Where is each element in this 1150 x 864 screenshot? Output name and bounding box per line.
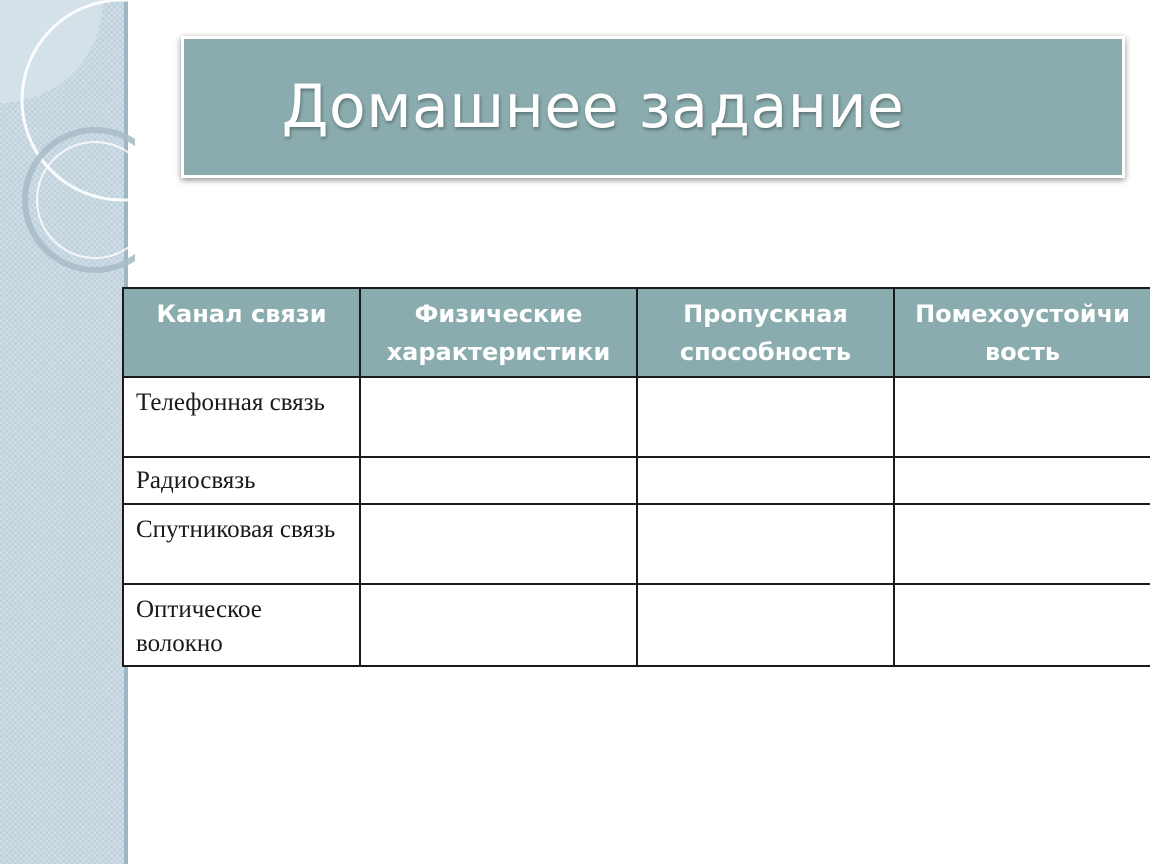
table-cell xyxy=(894,504,1150,584)
table-row xyxy=(123,584,1150,666)
page-title: Домашнее задание xyxy=(281,72,905,142)
row-label-cell: Радиосвязь xyxy=(123,457,360,504)
homework-table xyxy=(122,287,1150,667)
table-cell xyxy=(637,457,894,504)
table-cell xyxy=(637,584,894,666)
table-cell xyxy=(894,584,1150,666)
header-bandwidth: Пропускная способность xyxy=(637,288,894,377)
table-row xyxy=(123,504,1150,584)
table-cell xyxy=(360,377,637,457)
table-row xyxy=(123,377,1150,457)
table-header-row xyxy=(123,288,1150,377)
table-cell xyxy=(360,504,637,584)
table-cell xyxy=(637,377,894,457)
table-cell xyxy=(360,457,637,504)
table-cell xyxy=(360,584,637,666)
row-label-cell: Спутниковая связь xyxy=(123,504,360,584)
header-noise-immunity: Помехоустойчи вость xyxy=(894,288,1150,377)
header-channel: Канал связи xyxy=(123,288,360,377)
table-cell xyxy=(894,457,1150,504)
row-label-cell: Телефонная связь xyxy=(123,377,360,457)
circle-decoration xyxy=(0,0,135,300)
table-row xyxy=(123,457,1150,504)
table-cell xyxy=(637,504,894,584)
header-physical: Физические характеристики xyxy=(360,288,637,377)
title-banner xyxy=(181,36,1125,178)
table-cell xyxy=(894,377,1150,457)
row-label-cell: Оптическое волокно xyxy=(123,584,360,666)
